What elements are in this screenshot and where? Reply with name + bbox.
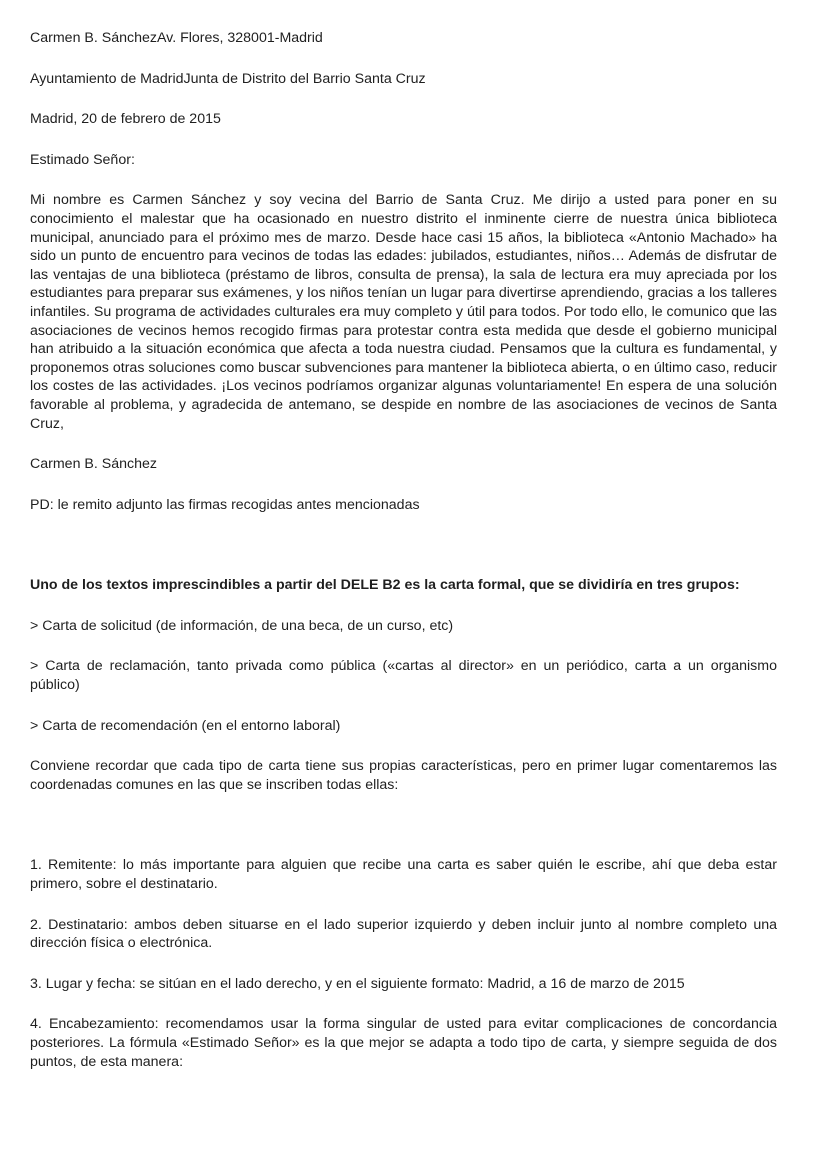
letter-body: Mi nombre es Carmen Sánchez y soy vecina del Barrio de Santa Cruz. Me dirijo a usted para poner en su conocimiento el malestar que ha ocasionado en nuestro distrito el inminente cierre de nuestra única biblioteca municipal, anunciado para el próximo mes de marzo. Desde hace casi 15 años, la biblioteca «Antonio Machado» ha sido un punto de encuentro para vecinos de todas las edades: jubilados, estudiantes, niños… Además de disfrutar de las ventajas de una biblioteca (préstamo de libros, consulta de prensa), la sala de lectura era muy apreciada por los estudiantes para preparar sus exámenes, y los niños tenían un lugar para divertirse aprendiendo, gracias a los talleres infantiles. Su programa de actividades culturales era muy completo y útil para todos. Por todo ello, le comunico que las asociaciones de vecinos hemos recogido firmas para protestar contra esta medida que desde el gobierno municipal han atribuido a la situación económica que afecta a toda nuestra ciudad. Pensamos que la cultura es fundamental, y proponemos otras soluciones como buscar subvenciones para mantener la biblioteca abierta, o en último caso, reducir los costes de las actividades. ¡Los vecinos podríamos organizar algunas voluntariamente! En espera de una solución favorable al problema, y agradecida de antemano, se despide en nombre de las asociaciones de vecinos de Santa Cruz, [30,192,777,432]
letter-sender: Carmen B. SánchezAv. Flores, 328001-Madrid [30,30,323,46]
guide-point: 4. Encabezamiento: recomendamos usar la forma singular de usted para evitar complicaciones de concordancia posteriores. La fórmula «Estimado Señor» es la que mejor se adapta a todo tipo de carta, y siempre seguida de dos puntos, de esta manera: [30,1016,777,1070]
guide-intro: Conviene recordar que cada tipo de carta tiene sus propias características, pero en primer lugar comentaremos las coordenadas comunes en las que se inscriben todas ellas: [30,758,777,793]
letter-postscript: PD: le remito adjunto las firmas recogidas antes mencionadas [30,496,420,513]
letter-type-item: > Carta de reclamación, tanto privada como pública («cartas al director» en un periódico, carta a un organismo público) [30,658,777,694]
guide-point: 3. Lugar y fecha: se sitúan en el lado derecho, y en el siguiente formato: Madrid, a 16 de marzo de 2015 [30,975,685,992]
letter-type-item: > Carta de recomendación (en el entorno laboral) [30,717,341,734]
letter-salutation: Estimado Señor: [30,151,135,168]
letter-type-item: > Carta de solicitud (de información, de una beca, de un curso, etc) [30,617,454,634]
guide-point: 1. Remitente: lo más importante para alguien que recibe una carta es saber quién le escribe, ahí que deba estar primero, sobre el destinatario. [30,857,777,893]
guide-heading: Uno de los textos imprescindibles a partir del DELE B2 es la carta formal, que se dividiría en tres grupos: [30,577,740,594]
letter-recipient: Ayuntamiento de MadridJunta de Distrito del Barrio Santa Cruz [30,70,426,87]
document-page [30,29,777,1071]
guide-point: 2. Destinatario: ambos deben situarse en el lado superior izquierdo y deben incluir junto al nombre completo una dirección física o electrónica. [30,916,777,952]
letter-signature: Carmen B. Sánchez [30,456,157,473]
letter-place-date: Madrid, 20 de febrero de 2015 [30,111,221,128]
